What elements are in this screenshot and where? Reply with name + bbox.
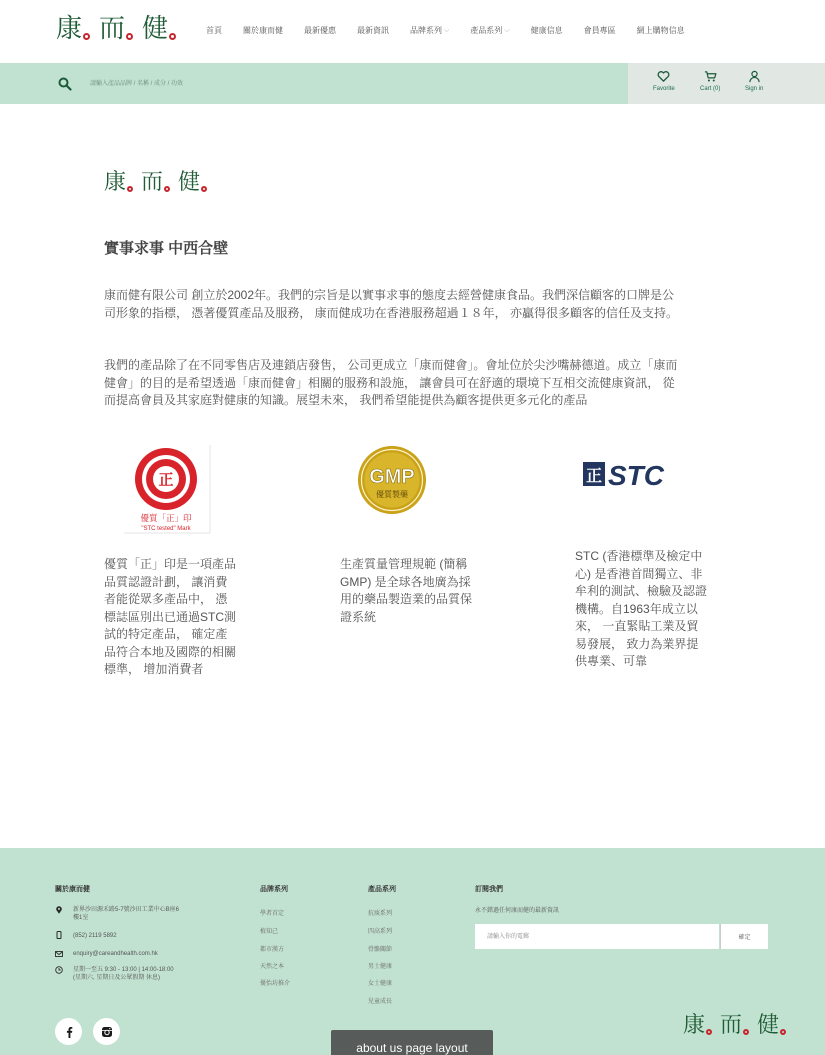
seal-char: 正 bbox=[158, 470, 174, 489]
nav-label: 最新優惠 bbox=[304, 26, 336, 35]
footer-subscribe-description: 永不錯過任何康而健的最新資訊 bbox=[475, 908, 560, 914]
logo-dot bbox=[169, 33, 176, 40]
footer-product-link[interactable]: 女士健康 bbox=[368, 981, 393, 987]
footer-brands-heading: 品牌系列 bbox=[260, 886, 288, 893]
footer-products-heading: 產品系列 bbox=[368, 886, 396, 893]
nav-item-offers[interactable] bbox=[304, 25, 336, 36]
nav-item-products[interactable] bbox=[470, 25, 509, 36]
stc-logo bbox=[582, 460, 682, 488]
main-nav bbox=[206, 25, 706, 36]
logo-dot bbox=[164, 186, 170, 192]
search-input[interactable] bbox=[90, 75, 390, 93]
footer-brand-link[interactable]: 都市漢方 bbox=[260, 947, 285, 953]
search-bar bbox=[0, 63, 825, 104]
favorite-label: Favorite bbox=[653, 86, 675, 92]
facebook-icon bbox=[63, 1026, 75, 1038]
favorite-button[interactable] bbox=[653, 70, 675, 92]
logo-dot bbox=[706, 1029, 712, 1035]
clock-icon bbox=[55, 966, 63, 974]
nav-item-brands[interactable] bbox=[410, 25, 449, 36]
nav-item-shopping-info[interactable] bbox=[637, 25, 685, 36]
nav-label: 產品系列 bbox=[470, 26, 503, 35]
layout-label-badge: about us page layout bbox=[331, 1030, 493, 1055]
gmp-logo-subtext: 優質製藥 bbox=[376, 490, 408, 499]
footer-product-link[interactable]: 抗痰系列 bbox=[368, 911, 393, 917]
signin-button[interactable] bbox=[745, 70, 763, 92]
heart-icon bbox=[657, 70, 670, 83]
nav-label: 網上購物信息 bbox=[636, 26, 685, 35]
gmp-description: 生產質量管理規範 (簡稱GMP) 是全球各地廣為採用的藥品製造業的品質保證系統 bbox=[340, 557, 473, 624]
stc-mark-caption-cn: 優質「正」印 bbox=[140, 514, 192, 524]
nav-item-home[interactable] bbox=[206, 25, 222, 36]
footer-address-line-2: 樓1室 bbox=[73, 915, 89, 921]
logo-dot bbox=[83, 33, 90, 40]
about-paragraph-1: 康而健有限公司 創立於2002年。我們的宗旨是以實事求事的態度去經營健康食品。我們深信顧客的口牌是公司形象的指標， 憑著優質產品及服務， 康而健成功在香港服務超過１８年， 亦贏得很多顧客的信任及支持。 bbox=[104, 288, 679, 320]
footer-brand-link[interactable]: 學者首定 bbox=[260, 911, 285, 917]
nav-label: 關於康而健 bbox=[243, 26, 283, 35]
about-logo bbox=[104, 172, 215, 194]
nav-label: 健康信息 bbox=[530, 26, 563, 35]
footer-product-link[interactable]: 男士健康 bbox=[368, 964, 393, 970]
logo-char-1: 康 bbox=[683, 1013, 706, 1038]
logo-char-1: 康 bbox=[56, 14, 83, 44]
logo-char-2: 而 bbox=[99, 14, 126, 44]
footer-brand-link[interactable]: 植知己 bbox=[260, 929, 279, 935]
footer-product-link[interactable]: 兒童成長 bbox=[368, 999, 393, 1005]
stc-mark-description: 優質「正」印是一項產品品質認證計劃， 讓消費者能從眾多產品中， 憑標誌區別出已通過STC測試的特定產品， 確定產品符合本地及國際的相關標準， 增加消費者 bbox=[104, 557, 237, 676]
footer-subscribe-heading: 訂閱我們 bbox=[475, 886, 503, 893]
location-pin-icon bbox=[55, 906, 63, 914]
about-tagline: 實事求事 中西合壁 bbox=[104, 240, 229, 257]
nav-label: 最新資訊 bbox=[357, 26, 389, 35]
logo-char-2: 而 bbox=[720, 1013, 743, 1038]
subscribe-email-input[interactable] bbox=[475, 924, 719, 949]
nav-item-news[interactable] bbox=[357, 25, 389, 36]
footer-phone: (852) 2119 5892 bbox=[73, 933, 117, 939]
facebook-button[interactable] bbox=[55, 1018, 82, 1045]
gmp-logo bbox=[357, 445, 427, 515]
user-actions bbox=[628, 63, 825, 104]
about-paragraph-2: 我們的產品除了在不同零售店及連鎖店發售， 公司更成立「康而健會」。會址位於尖沙嘴赫德道。成立「康而健會」的目的是希望透過「康而健會」相關的服務和設施， 讓會員可在舒適的環境下互相交流健康資訊， 從而提高會員及其家庭對健康的知識。展望未來， 我們希望能提供為顧客提供更多元化的產品 bbox=[104, 358, 678, 407]
footer-hours-line-2: (星期六, 星期日及公眾假期 休息) bbox=[73, 975, 160, 981]
footer-logo[interactable] bbox=[683, 1015, 794, 1037]
cart-icon bbox=[704, 70, 717, 83]
cart-button[interactable] bbox=[700, 70, 720, 92]
logo-char-3: 健 bbox=[178, 170, 201, 195]
logo-char-2: 而 bbox=[141, 170, 164, 195]
logo-dot bbox=[743, 1029, 749, 1035]
cart-label: Cart (0) bbox=[700, 86, 721, 92]
user-icon bbox=[748, 70, 761, 83]
nav-item-about[interactable] bbox=[243, 25, 283, 36]
logo-dot bbox=[201, 186, 207, 192]
stc-mark-caption-en: "STC tested" Mark bbox=[141, 526, 191, 532]
footer-about-heading: 關於康而健 bbox=[55, 886, 90, 893]
instagram-button[interactable] bbox=[93, 1018, 120, 1045]
logo-dot bbox=[126, 33, 133, 40]
nav-label: 首頁 bbox=[206, 26, 222, 35]
footer-brand-link[interactable]: 天然之本 bbox=[260, 964, 285, 970]
nav-label: 會員專區 bbox=[583, 26, 616, 35]
nav-label: 品牌系列 bbox=[410, 26, 442, 35]
logo-dot bbox=[127, 186, 133, 192]
mail-icon bbox=[55, 950, 63, 958]
subscribe-button[interactable]: 確定 bbox=[720, 924, 768, 949]
phone-icon bbox=[55, 931, 63, 939]
stc-description: STC (香港標準及檢定中心) 是香港首間獨立、非牟利的測試、檢驗及認證機構。自1963年成立以來， 一直緊貼工業及貿易發展， 致力為業界提供專業、可靠 bbox=[575, 549, 708, 668]
footer-product-link[interactable]: 骨骼關節 bbox=[368, 947, 393, 953]
nav-item-health-info[interactable] bbox=[531, 25, 563, 36]
nav-item-members[interactable] bbox=[584, 25, 616, 36]
stc-logo-mark: 正 bbox=[585, 466, 603, 485]
gmp-logo-text: GMP bbox=[369, 466, 415, 488]
instagram-icon bbox=[101, 1026, 113, 1038]
chevron-down-icon: ⌵ bbox=[444, 26, 450, 34]
search-icon[interactable] bbox=[58, 77, 72, 91]
footer-hours-line-1: 星期一至五 9:30 - 13:00 | 14:00-18:00 bbox=[73, 967, 174, 973]
footer-product-link[interactable]: 四高系列 bbox=[368, 929, 393, 935]
logo-char-1: 康 bbox=[104, 170, 127, 195]
chevron-down-icon: ⌵ bbox=[504, 26, 510, 34]
footer-address-line-1: 新界沙田源禾路5-7號沙田工業中心B座6 bbox=[73, 907, 180, 913]
footer-email-link[interactable]: enquiry@careandhealth.com.hk bbox=[73, 951, 158, 957]
site-logo[interactable] bbox=[56, 16, 185, 42]
logo-char-3: 健 bbox=[142, 14, 169, 44]
stc-tested-mark-logo bbox=[124, 445, 212, 535]
logo-char-3: 健 bbox=[757, 1013, 780, 1038]
stc-logo-text: STC bbox=[608, 460, 664, 488]
footer-brand-link[interactable]: 優怡坊推介 bbox=[260, 981, 291, 987]
signin-label: Sign in bbox=[745, 86, 764, 92]
site-header bbox=[0, 0, 825, 63]
logo-dot bbox=[780, 1029, 786, 1035]
